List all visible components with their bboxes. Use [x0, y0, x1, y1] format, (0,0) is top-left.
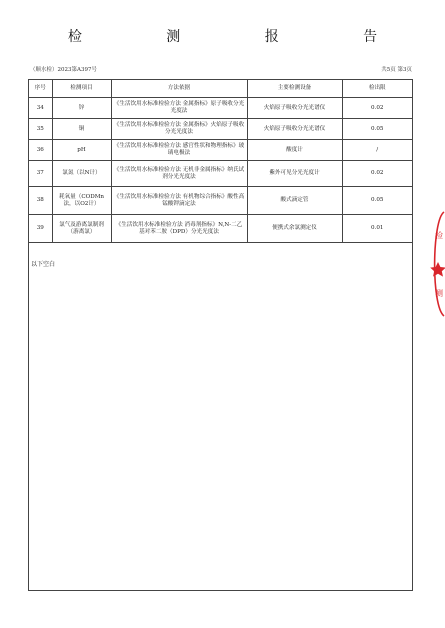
cell-no: 37: [29, 161, 52, 187]
cell-limit: 0.02: [342, 161, 412, 187]
cell-method: 《生活饮用水标准检验方法 无机非金属指标》纳氏试剂分光光度法: [111, 161, 247, 187]
inspection-seal-icon: [428, 210, 445, 318]
cell-method: 《生活饮用水标准检验方法 金属指标》原子吸收分光光度法: [111, 98, 247, 119]
table-row: [29, 161, 412, 187]
cell-device: 酸度计: [247, 140, 342, 161]
cell-device: 酸式滴定管: [247, 187, 342, 215]
end-of-content-note: 以下空白: [31, 261, 56, 268]
table-header-row: [29, 80, 412, 98]
cell-method: 《生活饮用水标准检验方法 消毒剂指标》N,N-二乙基对苯二胺（DPD）分光光度法: [111, 215, 247, 243]
cell-method: 《生活饮用水标准检验方法 有机物综合指标》酸性高锰酸钾滴定法: [111, 187, 247, 215]
header-item: 检测项目: [52, 80, 111, 98]
table-row: [29, 119, 412, 140]
report-number: （顺水检）2023第A397号: [30, 67, 97, 73]
report-title: 检 测 报 告: [67, 29, 418, 45]
cell-device: 火焰原子吸收分光光谱仪: [247, 98, 342, 119]
table-row: [29, 215, 412, 243]
cell-item: 氯氮（以N计）: [52, 161, 111, 187]
cell-no: 38: [29, 187, 52, 215]
cell-device: 火焰原子吸收分光光谱仪: [247, 119, 342, 140]
table-row: [29, 187, 412, 215]
cell-item: 锌: [52, 98, 111, 119]
header-no: 序号: [29, 80, 52, 98]
cell-no: 39: [29, 215, 52, 243]
svg-text:测: 测: [435, 289, 443, 298]
cell-method: 《生活饮用水标准检验方法 金属指标》火焰原子吸收分光光度法: [111, 119, 247, 140]
cell-limit: 0.05: [342, 187, 412, 215]
cell-item: 氯气及游离氯制剂（游离氯）: [52, 215, 111, 243]
header-method: 方法依据: [111, 80, 247, 98]
cell-limit: /: [342, 140, 412, 161]
svg-text:检: 检: [435, 231, 443, 240]
report-frame: [28, 79, 413, 591]
cell-no: 36: [29, 140, 52, 161]
cell-device: 紫外可见分光光度计: [247, 161, 342, 187]
cell-no: 34: [29, 98, 52, 119]
page-info: 共5页 第3页: [381, 67, 412, 73]
cell-limit: 0.01: [342, 215, 412, 243]
results-table: [29, 80, 412, 243]
cell-limit: 0.02: [342, 98, 412, 119]
cell-limit: 0.05: [342, 119, 412, 140]
cell-no: 35: [29, 119, 52, 140]
cell-item: 铜: [52, 119, 111, 140]
cell-device: 便携式余氯测定仪: [247, 215, 342, 243]
cell-item: 耗氧量（CODMn法，以O2计）: [52, 187, 111, 215]
cell-item: pH: [52, 140, 111, 161]
cell-method: 《生活饮用水标准检验方法 感官性状和物理指标》玻璃电极法: [111, 140, 247, 161]
table-row: [29, 140, 412, 161]
header-device: 主要检测设备: [247, 80, 342, 98]
header-limit: 检出限: [342, 80, 412, 98]
table-row: [29, 98, 412, 119]
